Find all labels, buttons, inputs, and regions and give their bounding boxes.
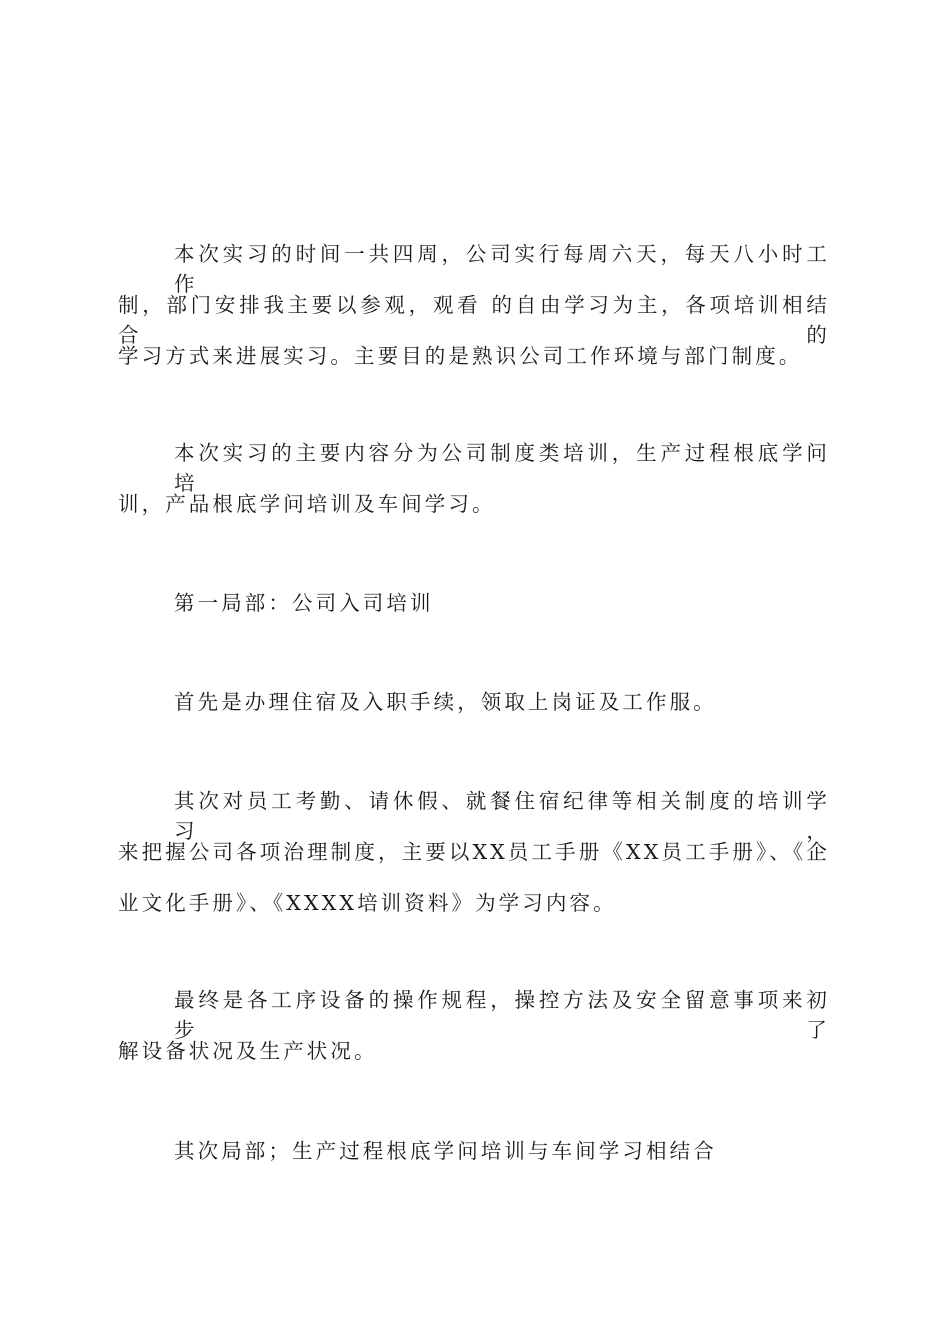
paragraph-1-line-3: 学习方式来进展实习。主要目的是熟识公司工作环境与部门制度。 — [118, 344, 803, 368]
paragraph-5-line-2: 来把握公司各项治理制度，主要以XX员工手册《XX员工手册》、《企 — [118, 840, 830, 864]
paragraph-1-line-1: 本次实习的时间一共四周，公司实行每周六天，每天八小时工作 — [174, 242, 830, 296]
section-heading-2: 其次局部；生产过程根底学问培训与车间学习相结合 — [174, 1139, 717, 1163]
paragraph-2-line-2: 训，产品根底学问培训及车间学习。 — [118, 492, 496, 516]
paragraph-6-line-2: 解设备状况及生产状况。 — [118, 1039, 378, 1063]
paragraph-2-line-1: 本次实习的主要内容分为公司制度类培训，生产过程根底学问培 — [174, 441, 830, 495]
paragraph-4-line-1: 首先是办理住宿及入职手续，领取上岗证及工作服。 — [174, 690, 717, 714]
section-heading-1: 第一局部：公司入司培训 — [174, 591, 434, 615]
paragraph-1-line-2: 制，部门安排我主要以参观，观看 的自由学习为主，各项培训相结合的 — [118, 293, 830, 347]
paragraph-6-line-1: 最终是各工序设备的操作规程，操控方法及安全留意事项来初步了 — [174, 988, 830, 1042]
paragraph-5-line-1: 其次对员工考勤、请休假、就餐住宿纪律等相关制度的培训学习， — [174, 789, 830, 843]
paragraph-5-line-3: 业文化手册》、《XXXX培训资料》为学习内容。 — [118, 891, 617, 915]
